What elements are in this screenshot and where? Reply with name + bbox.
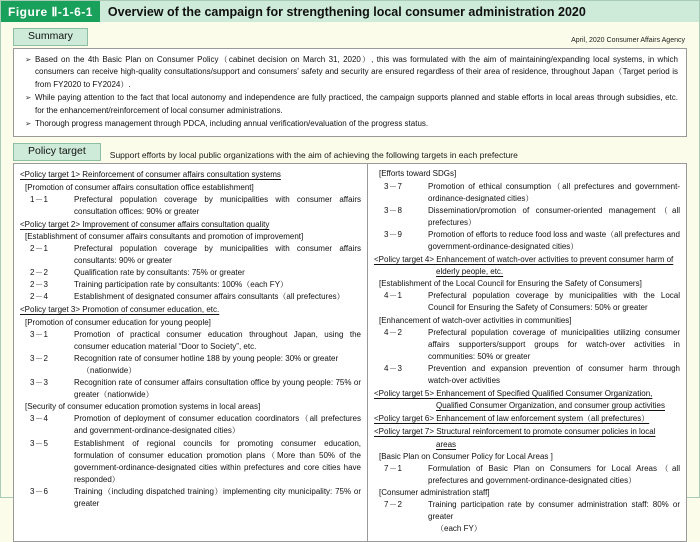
policy-target-subheading: [Promotion of consumer affairs consultation office establishment] <box>25 182 254 192</box>
policy-target-heading: <Policy target 6> Enhancement of law enforcement system（all prefectures） <box>374 414 650 424</box>
policy-target-header <box>13 144 687 161</box>
policy-target-item <box>20 279 361 291</box>
summary-header <box>13 29 687 46</box>
policy-target-item-number: 4－3 <box>384 363 403 373</box>
policy-target-heading-continuation: areas <box>436 439 457 449</box>
policy-target-item <box>20 353 361 377</box>
policy-target-item-text: Promotion of practical consumer education throughout Japan, using the consumer education material “Door to Society”, etc. <box>74 329 361 351</box>
policy-target-item-number: 3－8 <box>384 205 403 215</box>
policy-target-body <box>13 163 687 542</box>
policy-target-item-text: Dissemination/promotion of consumer-oriented management（all prefectures） <box>428 205 680 227</box>
figure-title-bar <box>1 1 699 22</box>
policy-target-item-number: 2－3 <box>30 280 49 290</box>
policy-target-item-number: 3－3 <box>30 378 49 388</box>
policy-target-item-text: Prefectural population coverage of municipalities utilizing consumer affairs supporters/support groups for watch-over activities in communities: 50% or greater <box>428 327 680 361</box>
policy-target-item-text: Training participation rate by consumer administration staff: 80% or greater （each FY） <box>428 499 680 535</box>
policy-target-item-number: 3－9 <box>384 229 403 239</box>
policy-target-note: Support efforts by local public organizations with the aim of achieving the following targets in each prefecture <box>109 150 518 161</box>
policy-target-item <box>374 181 680 205</box>
policy-target-heading: <Policy target 5> Enhancement of Specified Qualified Consumer Organization, Qualified Consumer Organization, and consumer group activities <box>374 388 680 412</box>
policy-target-item <box>374 205 680 229</box>
policy-target-badge: Policy target <box>13 143 101 161</box>
policy-target-item-number: 2－2 <box>30 268 49 278</box>
figure-number-label: Figure Ⅱ-1-6-1 <box>1 1 100 22</box>
summary-bullet <box>22 54 678 91</box>
policy-target-item-text: Recognition rate of consumer affairs consultation office by young people: 75% or greater（nationwide） <box>74 378 361 400</box>
policy-target-item-text: Formulation of Basic Plan on Consumers for Local Areas（all prefectures and government-ordinance-designated cities） <box>428 463 680 485</box>
summary-body <box>13 48 687 137</box>
policy-target-subheading: [Basic Plan on Consumer Policy for Local Areas ] <box>379 451 553 461</box>
policy-target-item <box>20 329 361 353</box>
policy-target-subheading: [Consumer administration staff] <box>379 487 490 497</box>
policy-target-item-text: Establishment of designated consumer affairs consultants（all prefectures） <box>74 292 345 302</box>
policy-target-item-number: 3－6 <box>30 486 49 496</box>
policy-target-item <box>374 463 680 487</box>
policy-target-left-column <box>14 164 368 541</box>
summary-badge: Summary <box>13 28 88 46</box>
policy-target-subheading: [Promotion of consumer education for young people] <box>25 317 211 327</box>
arrow-bullet-icon: ➢ <box>25 55 32 64</box>
policy-target-columns <box>14 164 686 541</box>
summary-bullet-text: Thorough progress management through PDCA, including annual verification/evaluation of the progress status. <box>35 119 429 129</box>
policy-target-item-number: 3－4 <box>30 414 49 424</box>
policy-target-item-number: 4－2 <box>384 327 403 337</box>
policy-target-item <box>20 243 361 267</box>
policy-target-item-text: Promotion of efforts to reduce food loss and waste（all prefectures and government-ordinance-designated cities） <box>428 229 680 251</box>
policy-target-heading: <Policy target 2> Improvement of consumer affairs consultation quality <box>20 219 270 229</box>
summary-bullet-text: Based on the 4th Basic Plan on Consumer Policy（cabinet decision on March 31, 2020）, this was formulated with the aim of maintaining/expanding local systems, in which consumers can receive high-quality consultations/support and consumers’ safety and security are ensured regardless of their area of residence, throughout Japan（Target period is from FY2020 to FY2024）. <box>35 55 678 89</box>
policy-target-item-text: Qualification rate by consultants: 75% or greater <box>74 268 245 278</box>
policy-target-item-number: 3－5 <box>30 438 49 448</box>
policy-target-subheading: [Security of consumer education promotion systems in local areas] <box>25 402 261 412</box>
policy-target-right-column <box>368 164 686 541</box>
policy-target-item <box>20 267 361 279</box>
policy-target-item-text: Promotion of ethical consumption（all prefectures and government-ordinance-designated cities） <box>428 181 680 203</box>
arrow-bullet-icon: ➢ <box>25 119 32 129</box>
policy-target-item-text: Promotion of deployment of consumer education coordinators（all prefectures and government-ordinance-designated cities） <box>74 414 361 436</box>
policy-target-item <box>20 377 361 401</box>
policy-target-item-text: Training（including dispatched training）implementing city municipality: 75% or greater <box>74 486 361 508</box>
policy-target-item-subtext: （each FY） <box>436 524 482 534</box>
policy-target-item-text: Establishment of regional councils for promoting consumer education, formulation of consumer education promotion plans（More than 50% of the government-ordinance-designated cities within prefectures and core cities have responded） <box>74 438 361 484</box>
policy-target-section <box>13 144 687 542</box>
policy-target-item-text: Prefectural population coverage by municipalities with consumer affairs consultation offices: 90% or greater <box>74 194 361 216</box>
policy-target-item-text: Recognition rate of consumer hotline 188 by young people: 30% or greater （nationwide） <box>74 353 361 377</box>
policy-target-subheading: [Efforts toward SDGs] <box>379 169 457 179</box>
policy-target-heading: <Policy target 3> Promotion of consumer education, etc. <box>20 305 220 315</box>
policy-target-item-number: 4－1 <box>384 291 403 301</box>
policy-target-item <box>374 290 680 314</box>
policy-target-subheading: [Establishment of consumer affairs consultants and promotion of improvement] <box>25 231 304 241</box>
policy-target-subheading: [Establishment of the Local Council for Ensuring the Safety of Consumers] <box>379 279 642 289</box>
arrow-bullet-icon: ➢ <box>25 93 32 103</box>
policy-target-item-text: Prevention and expansion prevention of consumer harm through watch-over activities <box>428 363 680 386</box>
summary-bullet <box>22 118 678 130</box>
policy-target-item-number: 1－1 <box>30 194 49 204</box>
policy-target-heading: <Policy target 7> Structural reinforcement to promote consumer policies in local areas <box>374 426 680 450</box>
policy-target-item-number: 3－7 <box>384 181 403 191</box>
policy-target-subheading: [Enhancement of watch-over activities in communities] <box>379 315 572 325</box>
summary-bullet-text: While paying attention to the fact that local autonomy and independence are fully practiced, the campaign supports planned and stable efforts in local areas through subsidies, etc. for the enhancement/reinforcement of local consumer administrations. <box>35 93 678 115</box>
policy-target-item-text: Prefectural population coverage by municipalities with the Local Council for Ensuring the Safety of Consumers: 50% or greater <box>428 291 680 313</box>
policy-target-item <box>20 291 361 303</box>
summary-section <box>13 29 687 137</box>
policy-target-heading: <Policy target 1> Reinforcement of consumer affairs consultation systems <box>20 170 281 180</box>
policy-target-item <box>20 438 361 486</box>
policy-target-item-subtext: （nationwide） <box>82 365 137 375</box>
policy-target-heading: <Policy target 4> Enhancement of watch-over activities to prevent consumer harm of elderly people, etc. <box>374 254 680 278</box>
policy-target-heading-continuation: Qualified Consumer Organization, and consumer group activities <box>436 401 666 411</box>
policy-target-item <box>374 327 680 363</box>
policy-target-item-number: 2－1 <box>30 244 49 253</box>
policy-target-item <box>374 363 680 387</box>
policy-target-item-number: 7－2 <box>384 499 403 509</box>
policy-target-heading-continuation: elderly people, etc. <box>436 267 504 277</box>
summary-source-text: April, 2020 Consumer Affairs Agency <box>571 37 685 44</box>
policy-target-item-text: Prefectural population coverage by municipalities with consumer affairs consultants: 90% or greater <box>74 244 361 266</box>
policy-target-item-text: Training participation rate by consultants: 100%（each FY） <box>74 280 289 290</box>
figure-title-text: Overview of the campaign for strengthening local consumer administration 2020 <box>107 4 586 19</box>
policy-target-item-number: 2－4 <box>30 292 49 302</box>
policy-target-item <box>374 499 680 535</box>
policy-target-item <box>20 194 361 218</box>
policy-target-item <box>374 229 680 253</box>
policy-target-item-number: 3－2 <box>30 353 49 363</box>
policy-target-item <box>20 413 361 437</box>
policy-target-item-number: 3－1 <box>30 329 49 339</box>
summary-bullet <box>22 92 678 117</box>
policy-target-item-number: 7－1 <box>384 463 403 473</box>
